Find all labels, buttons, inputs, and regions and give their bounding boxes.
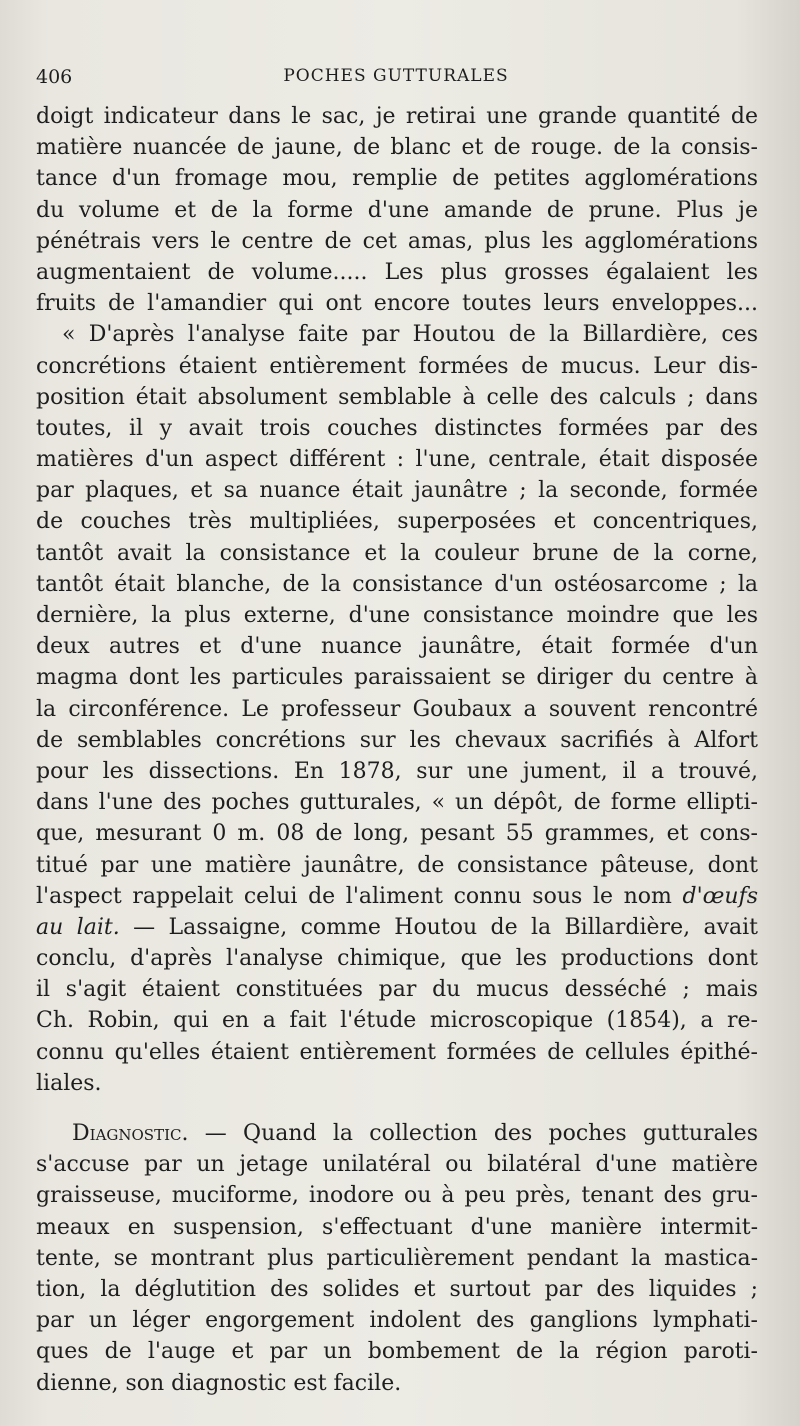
page-header bbox=[36, 66, 756, 94]
text-line: concrétions étaient entièrement formées de mucus. Leur dis- bbox=[36, 353, 758, 379]
text-line: tente, se montrant plus particulièrement pendant la mastica- bbox=[36, 1245, 758, 1271]
text-line: conclu, d'après l'analyse chimique, que les productions dont bbox=[36, 946, 758, 972]
text-fragment: — Quand la collection des poches gutturales bbox=[188, 1121, 758, 1146]
text-line: magma dont les particules paraissaient se diriger du centre à bbox=[36, 665, 758, 691]
text-line: dernière, la plus externe, d'une consistance moindre que les bbox=[36, 603, 758, 628]
text-line: pénétrais vers le centre de cet amas, plus les agglomérations bbox=[36, 228, 758, 254]
text-line: par un léger engorgement indolent des ganglions lymphati- bbox=[36, 1308, 758, 1334]
text-line: connu qu'elles étaient entièrement formées de cellules épithé- bbox=[36, 1039, 758, 1065]
text-line: que, mesurant 0 m. 08 de long, pesant 55 grammes, et cons- bbox=[36, 821, 758, 847]
text-line bbox=[36, 881, 758, 912]
text-line: liales. bbox=[36, 1070, 102, 1096]
text-line: la circonférence. Le professeur Goubaux a souvent rencontré bbox=[36, 696, 758, 722]
text-line: dans l'une des poches gutturales, « un dépôt, de forme ellipti- bbox=[36, 790, 758, 816]
text-line: graisseuse, muciforme, inodore ou à peu près, tenant des gru- bbox=[36, 1183, 758, 1209]
text-line: ques de l'auge et par un bombement de la région paroti- bbox=[36, 1339, 758, 1365]
text-fragment: l'aspect rappelait celui de l'aliment connu sous le nom bbox=[36, 883, 672, 909]
italic-term: d'œufs bbox=[682, 883, 759, 909]
diagnostic-section bbox=[36, 1118, 758, 1399]
text-line: « D'après l'analyse faite par Houtou de la Billardière, ces bbox=[62, 322, 758, 348]
text-line: par plaques, et sa nuance était jaunâtre ; la seconde, formée bbox=[36, 478, 758, 504]
text-line: dienne, son diagnostic est facile. bbox=[36, 1370, 402, 1396]
text-line: deux autres et d'une nuance jaunâtre, était formée d'un bbox=[36, 634, 758, 660]
text-line: matière nuancée de jaune, de blanc et de rouge. de la consis- bbox=[36, 135, 758, 161]
text-line: du volume et de la forme d'une amande de prune. Plus je bbox=[36, 197, 758, 223]
text-line: augmentaient de volume..... Les plus grosses égalaient les bbox=[36, 259, 758, 285]
page-number: 406 bbox=[36, 66, 73, 88]
section-heading: Diagnostic. bbox=[72, 1121, 189, 1146]
text-line: doigt indicateur dans le sac, je retirai une grande quantité de bbox=[36, 104, 758, 129]
text-line: de couches très multipliées, superposées et concentriques, bbox=[36, 509, 758, 535]
text-line: tance d'un fromage mou, remplie de petites agglomérations bbox=[36, 166, 758, 192]
text-line: position était absolument semblable à celle des calculs ; dans bbox=[36, 384, 758, 410]
text-line: tion, la déglutition des solides et surtout par des liquides ; bbox=[36, 1276, 758, 1302]
text-line: tantôt avait la consistance et la couleur brune de la corne, bbox=[36, 540, 758, 566]
text-line: titué par une matière jaunâtre, de consistance pâteuse, dont bbox=[36, 852, 758, 878]
text-line bbox=[36, 912, 758, 943]
text-line: il s'agit étaient constituées par du mucus desséché ; mais bbox=[36, 977, 758, 1003]
text-line: matières d'un aspect différent : l'une, centrale, était disposée bbox=[36, 447, 758, 473]
text-line: tantôt était blanche, de la consistance d'un ostéosarcome ; la bbox=[36, 571, 758, 597]
main-text bbox=[36, 101, 758, 1099]
running-title: POCHES GUTTURALES bbox=[283, 66, 509, 86]
text-line: fruits de l'amandier qui ont encore toutes leurs enveloppes... bbox=[36, 291, 758, 317]
text-line: toutes, il y avait trois couches distinctes formées par des bbox=[36, 415, 758, 441]
text-line: Ch. Robin, qui en a fait l'étude microscopique (1854), a re- bbox=[36, 1008, 758, 1034]
text-fragment: — Lassaigne, comme Houtou de la Billardière, avait bbox=[119, 914, 759, 940]
italic-term: au lait. bbox=[36, 914, 120, 940]
text-line: pour les dissections. En 1878, sur une jument, il a trouvé, bbox=[36, 758, 758, 784]
text-line: meaux en suspension, s'effectuant d'une manière intermit- bbox=[36, 1214, 758, 1240]
text-line bbox=[36, 1118, 758, 1149]
text-line: de semblables concrétions sur les chevaux sacrifiés à Alfort bbox=[36, 727, 758, 753]
text-line: s'accuse par un jetage unilatéral ou bilatéral d'une matière bbox=[36, 1152, 758, 1178]
